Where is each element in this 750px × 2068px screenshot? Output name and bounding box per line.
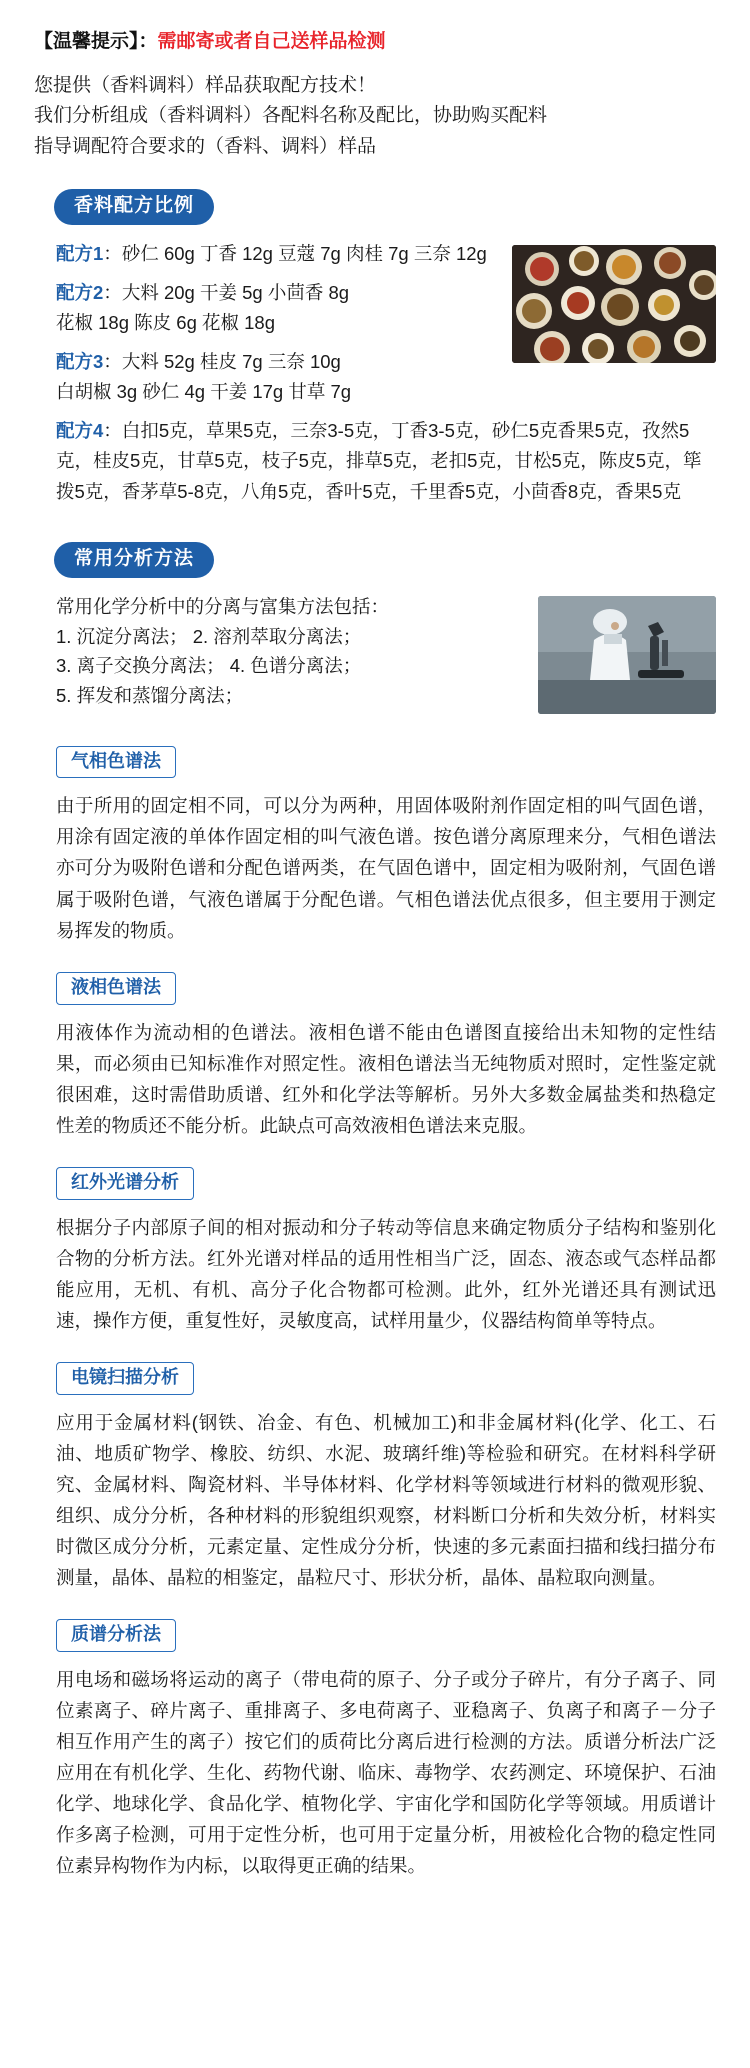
method-block: [56, 1167, 716, 1336]
recipe-label: 配方3: [56, 350, 104, 372]
recipes-heading: 香料配方比例: [54, 189, 214, 225]
recipe-item: 配方2：大料 20g 干姜 5g 小茴香 8g 花椒 18g 陈皮 6g 花椒 18g: [56, 281, 350, 333]
method-title: 电镜扫描分析: [56, 1362, 194, 1395]
method-body: 根据分子内部原子间的相对振动和分子转动等信息来确定物质分子结构和鉴别化合物的分析方法。红外光谱对样品的适用性相当广泛，固态、液态或气态样品都能应用，无机、有机、高分子化合物都可检测。此外，红外光谱还具有测试迅速，操作方便，重复性好，灵敏度高，试样用量少，仪器结构简单等特点。: [56, 1216, 716, 1331]
intro-line-2: 我们分析组成（香料调料）各配料名称及配比，协助购买配料: [34, 105, 548, 127]
method-title: 气相色谱法: [56, 746, 176, 779]
method-block: [56, 1362, 716, 1593]
notice-prefix: 【温馨提示】：: [34, 31, 158, 52]
recipe-text: 大料 52g 桂皮 7g 三奈 10g: [121, 350, 341, 372]
method-body: 用电场和磁场将运动的离子（带电荷的原子、分子或分子碎片，有分子离子、同位素离子、碎片离子、重排离子、多电荷离子、亚稳离子、负离子和离子－分子相互作用产生的离子）按它们的质荷比分离后进行检测的方法。质谱分析法广泛应用在有机化学、生化、药物代谢、临床、毒物学、农药测定、环境保护、石油化学、地球化学、食品化学、植物化学、宇宙化学和国防化学等领域。用质谱计作多离子检测，可用于定性分析，也可用于定量分析，用被检化合物的稳定性同位素异构物作为内标，以取得更正确的结果。: [56, 1669, 716, 1877]
intro-line-3: 指导调配符合要求的（香料、调料）样品: [34, 136, 377, 158]
method-block: [56, 746, 716, 946]
analysis-intro-line-2: 1. 沉淀分离法； 2. 溶剂萃取分离法；: [56, 625, 362, 647]
methods-heading: 常用分析方法: [54, 542, 214, 578]
method-body: 由于所用的固定相不同，可以分为两种，用固体吸附剂作固定相的叫气固色谱，用涂有固定液的单体作固定相的叫气液色谱。按色谱分离原理来分，气相色谱法亦可分为吸附色谱和分配色谱两类，在气固色谱中，固定相为吸附剂，气固色谱属于吸附色谱，气液色谱属于分配色谱。气相色谱法优点很多，但主要用于测定易挥发的物质。: [56, 795, 716, 941]
recipes-block: [56, 239, 716, 508]
method-block: [56, 1619, 716, 1881]
method-block: [56, 972, 716, 1141]
notice-text: 需邮寄或者自己送样品检测: [157, 31, 386, 52]
recipe-text-cont: 花椒 18g 陈皮 6g 花椒 18g: [56, 311, 276, 333]
method-body: 应用于金属材料(钢铁、冶金、有色、机械加工)和非金属材料(化学、化工、石油、地质矿物学、橡胶、纺织、水泥、玻璃纤维)等检验和研究。在材料科学研究、金属材料、陶瓷材料、半导体材料、化学材料等领域进行材料的微观形貌、组织、成分分析，各种材料的形貌组织观察，材料断口分析和失效分析，材料实时微区成分分析，元素定量、定性成分分析，快速的多元素面扫描和线扫描分布测量，晶体、晶粒的相鉴定，晶粒尺寸、形状分析，晶体、晶粒取向测量。: [56, 1411, 716, 1589]
recipe-label: 配方4: [56, 419, 104, 441]
recipe-text: 砂仁 60g 丁香 12g 豆蔻 7g 肉桂 7g 三奈 12g: [121, 242, 487, 264]
methods-heading-wrap: [54, 542, 716, 578]
method-title: 液相色谱法: [56, 972, 176, 1005]
analysis-intro-block: [56, 592, 716, 720]
recipe-item-long: 配方4：白扣5克，草果5克，三奈3-5克，丁香3-5克，砂仁5克香果5克，孜然5克，桂皮5克，甘草5克，枝子5克，排草5克，老扣5克，甘松5克，陈皮5克，筚拨5克，香茅草5-8克，八角5克，香叶5克，千里香5克，小茴香8克，香果5克: [56, 419, 702, 502]
analysis-intro-line-3: 3. 离子交换分离法； 4. 色谱分离法；: [56, 655, 362, 677]
intro-line-1: 您提供（香料调料）样品获取配方技术！: [34, 74, 377, 96]
method-body: 用液体作为流动相的色谱法。液相色谱不能由色谱图直接给出未知物的定性结果，而必须由已知标准作对照定性。液相色谱法当无纯物质对照时，定性鉴定就很困难，这时需借助质谱、红外和化学法等解析。另外大多数金属盐类和热稳定性差的物质还不能分析。此缺点可高效液相色谱法来克服。: [56, 1021, 716, 1136]
recipe-label: 配方2: [56, 281, 104, 303]
analysis-intro-line-1: 常用化学分析中的分离与富集方法包括：: [56, 595, 390, 617]
recipe-item: 配方3：大料 52g 桂皮 7g 三奈 10g 白胡椒 3g 砂仁 4g 干姜 17g 甘草 7g: [56, 350, 352, 402]
recipe-item: 配方1：砂仁 60g 丁香 12g 豆蔻 7g 肉桂 7g 三奈 12g: [56, 242, 487, 264]
lab-microscope-photo: [538, 596, 716, 714]
notice-line: [34, 28, 716, 57]
recipe-text: 白扣5克，草果5克，三奈3-5克，丁香3-5克，砂仁5克香果5克，孜然5克，桂皮5克，甘草5克，枝子5克，排草5克，老扣5克，甘松5克，陈皮5克，筚拨5克，香茅草5-8克，八角5克，香叶5克，千里香5克，小茴香8克，香果5克: [56, 419, 702, 502]
method-title: 红外光谱分析: [56, 1167, 194, 1200]
recipe-label: 配方1: [56, 242, 104, 264]
method-title: 质谱分析法: [56, 1619, 176, 1652]
analysis-intro-line-4: 5. 挥发和蒸馏分离法；: [56, 685, 244, 707]
recipes-heading-wrap: [54, 189, 716, 225]
intro-paragraph: [34, 71, 716, 163]
recipe-text: 大料 20g 干姜 5g 小茴香 8g: [121, 281, 350, 303]
recipe-text-cont: 白胡椒 3g 砂仁 4g 干姜 17g 甘草 7g: [56, 380, 352, 402]
spices-photo: [512, 245, 716, 363]
